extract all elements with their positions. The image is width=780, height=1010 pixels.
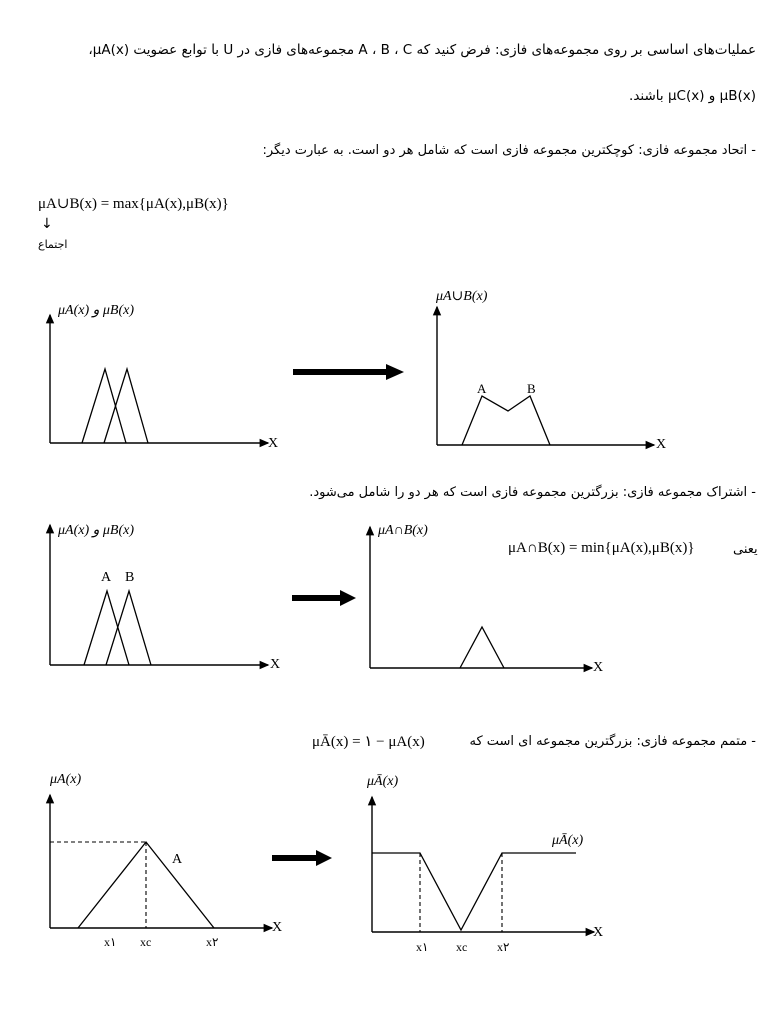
- complement-left-ylabel: μA(x): [50, 772, 82, 787]
- intersection-formula: μA∩B(x) = min{μA(x),μB(x)}: [508, 540, 695, 556]
- intro-line-1: عملیات‌های اساسی بر روی مجموعه‌های فازی: فرض کنید که A ، B ، C مجموعه‌های فازی در U با توابع عضویت μA(x)،: [88, 42, 756, 58]
- complement-right-plot: [372, 797, 594, 932]
- intersection-heading: - اشتراک مجموعه فازی: بزرگترین مجموعه فازی است که هر دو را شامل می‌شود.: [309, 485, 756, 500]
- intro-line-2: μB(x) و μC(x) باشند.: [629, 88, 756, 104]
- union-heading: - اتحاد مجموعه فازی: کوچکترین مجموعه فازی است که شامل هر دو است. به عبارت دیگر:: [262, 143, 756, 158]
- complement-left-plot: [50, 795, 272, 928]
- union-formula: μA∪B(x) = max{μA(x),μB(x)}: [38, 196, 229, 212]
- union-note: اجتماع: [38, 238, 68, 251]
- down-arrow-icon: ↓: [41, 216, 53, 232]
- union-right-xlabel: X: [656, 437, 667, 452]
- complement-heading: - متمم مجموعه فازی: بزرگترین مجموعه ای است که: [469, 734, 756, 749]
- complement-right-ylabel: μĀ(x): [367, 774, 399, 789]
- complement-right-tick-x2: x۲: [497, 940, 510, 954]
- complement-tick-x1: x۱: [104, 935, 117, 949]
- right-arrow-icon: [293, 364, 404, 380]
- union-peak-a: A: [477, 381, 487, 396]
- complement-set-label: A: [172, 852, 183, 867]
- complement-tick-xc: xc: [140, 935, 152, 949]
- union-right-plot: [437, 307, 654, 445]
- intersection-label-b: B: [125, 570, 135, 585]
- intersection-left-ylabel: μA(x) و μB(x): [58, 523, 135, 538]
- union-peak-b: B: [527, 381, 536, 396]
- intersection-right-ylabel: μA∩B(x): [378, 523, 428, 538]
- union-left-plot: [50, 315, 268, 443]
- complement-curve-label: μĀ(x): [552, 833, 584, 848]
- complement-tick-x2: x۲: [206, 935, 219, 949]
- right-arrow-icon: [292, 590, 356, 606]
- intersection-label-a: A: [101, 570, 112, 585]
- intersection-formula-prefix: یعنی: [733, 542, 758, 557]
- complement-formula: μĀ(x) = ۱ − μA(x): [312, 734, 425, 750]
- complement-right-tick-xc: xc: [456, 940, 468, 954]
- intersection-left-xlabel: X: [270, 657, 281, 672]
- right-arrow-icon: [272, 850, 332, 866]
- union-left-ylabel: μA(x) و μB(x): [58, 303, 135, 318]
- complement-left-xlabel: X: [272, 920, 283, 935]
- union-right-ylabel: μA∪B(x): [436, 289, 488, 304]
- intersection-left-plot: [50, 525, 268, 665]
- complement-right-tick-x1: x۱: [416, 940, 429, 954]
- union-left-xlabel: X: [268, 436, 279, 451]
- intersection-right-xlabel: X: [593, 660, 604, 675]
- complement-right-xlabel: X: [593, 925, 604, 940]
